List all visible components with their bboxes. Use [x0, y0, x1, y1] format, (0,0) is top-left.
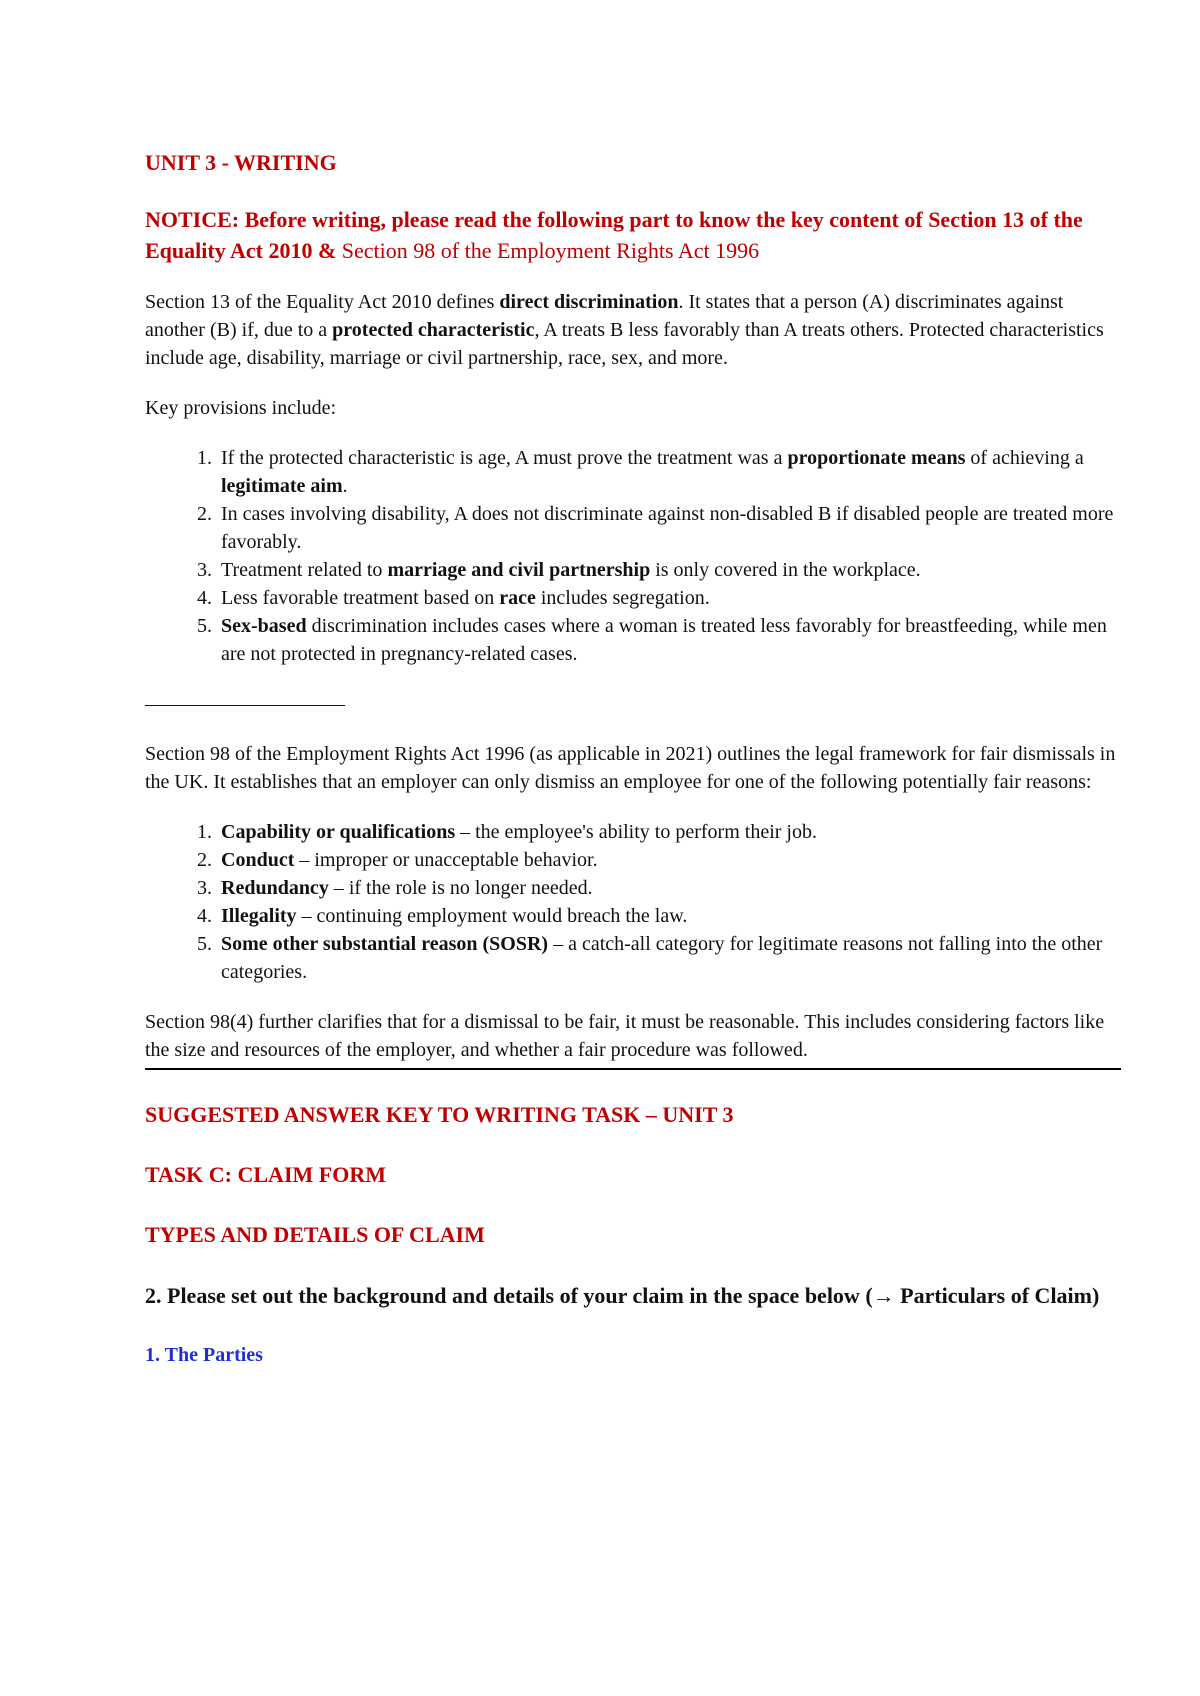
list-item-text: discrimination includes cases where a woman is treated less favorably for breastfeeding, while men are not protected in pregnancy-related cases.: [221, 615, 1107, 665]
section13-intro-text-1: Section 13 of the Equality Act 2010 defines: [145, 291, 500, 313]
list-item: [217, 500, 1120, 556]
list-item-text: – if the role is no longer needed.: [328, 877, 593, 899]
section98-closing: Section 98(4) further clarifies that for a dismissal to be fair, it must be reasonable. This includes considering factors like the size and resources of the employer, and whether a fair procedure was followed.: [145, 1011, 1105, 1061]
list-item: [217, 584, 1120, 612]
list-item-text: – continuing employment would breach the law.: [296, 905, 688, 927]
section13-intro-text-3: , A treats B less favorably than A treats others. Protected characteristics include age, disability, marriage or civil partnership, race, sex, and more.: [145, 319, 1104, 369]
list-item-text: – the employee's ability to perform their job.: [455, 821, 817, 843]
list-item: [217, 612, 1120, 668]
task-title: TASK C: CLAIM FORM: [145, 1162, 386, 1187]
list-item-bold: Illegality: [221, 905, 297, 927]
section13-intro-bold-1: direct discrimination: [499, 291, 679, 313]
section98-reasons-list: [145, 818, 1120, 986]
notice-paragraph: [145, 204, 1120, 266]
list-item-text: Less favorable treatment based on: [221, 587, 500, 609]
list-item-bold: marriage and civil partnership: [387, 559, 651, 581]
parties-heading: 1. The Parties: [145, 1344, 263, 1366]
list-item-bold: Conduct: [221, 849, 295, 871]
section13-provisions-list: [145, 444, 1120, 668]
notice-act-text: Section 98 of the Employment Rights Act 1996: [341, 238, 760, 263]
list-item-bold: proportionate means: [787, 447, 966, 469]
list-item-text: .: [342, 475, 348, 497]
section13-intro-bold-2: protected characteristic: [332, 319, 535, 341]
list-item-text: – a catch-all category for legitimate reasons not falling into the other categories.: [221, 933, 1103, 983]
list-item-bold: Redundancy: [221, 877, 329, 899]
list-item-bold: legitimate aim: [221, 475, 343, 497]
types-title: TYPES AND DETAILS OF CLAIM: [145, 1222, 485, 1247]
list-item: [217, 846, 1120, 874]
list-item-text: includes segregation.: [535, 587, 710, 609]
list-item: [217, 556, 1120, 584]
list-item-text: In cases involving disability, A does not discriminate against non-disabled B if disabled people are treated more favorably.: [221, 503, 1114, 553]
list-item: [217, 818, 1120, 846]
section-divider-dashes: ——————————: [145, 693, 345, 715]
section13-intro-text-2: . It states that a person (A) discriminates against another (B) if, due to a: [145, 291, 1064, 341]
list-item-bold: race: [499, 587, 536, 609]
question-2-heading: 2. Please set out the background and details of your claim in the space below (→ Particulars of Claim): [145, 1283, 1100, 1308]
list-item: [217, 902, 1120, 930]
section98-intro: Section 98 of the Employment Rights Act 1996 (as applicable in 2021) outlines the legal framework for fair dismissals in the UK. It establishes that an employer can only dismiss an employee for one of the following potentially fair reasons:: [145, 743, 1116, 793]
horizontal-rule: [145, 1068, 1121, 1070]
list-item-text: – improper or unacceptable behavior.: [294, 849, 598, 871]
section13-intro: [145, 288, 1120, 372]
list-item-bold: Capability or qualifications: [221, 821, 456, 843]
list-item-text: is only covered in the workplace.: [650, 559, 921, 581]
key-provisions-label: Key provisions include:: [145, 397, 337, 419]
list-item-bold: Sex-based: [221, 615, 307, 637]
list-item: [217, 930, 1120, 986]
list-item-text: If the protected characteristic is age, A must prove the treatment was a: [221, 447, 788, 469]
list-item-text: of achieving a: [965, 447, 1084, 469]
list-item-bold: Some other substantial reason (SOSR): [221, 933, 549, 955]
notice-bold-text: NOTICE: Before writing, please read the following part to know the key content of Section 13 of the Equality Act 2010 &: [145, 207, 1083, 263]
unit-title: UNIT 3 - WRITING: [145, 150, 337, 175]
list-item: [217, 874, 1120, 902]
list-item-text: Treatment related to: [221, 559, 388, 581]
answer-key-title: SUGGESTED ANSWER KEY TO WRITING TASK – UNIT 3: [145, 1102, 734, 1127]
list-item: [217, 444, 1120, 500]
